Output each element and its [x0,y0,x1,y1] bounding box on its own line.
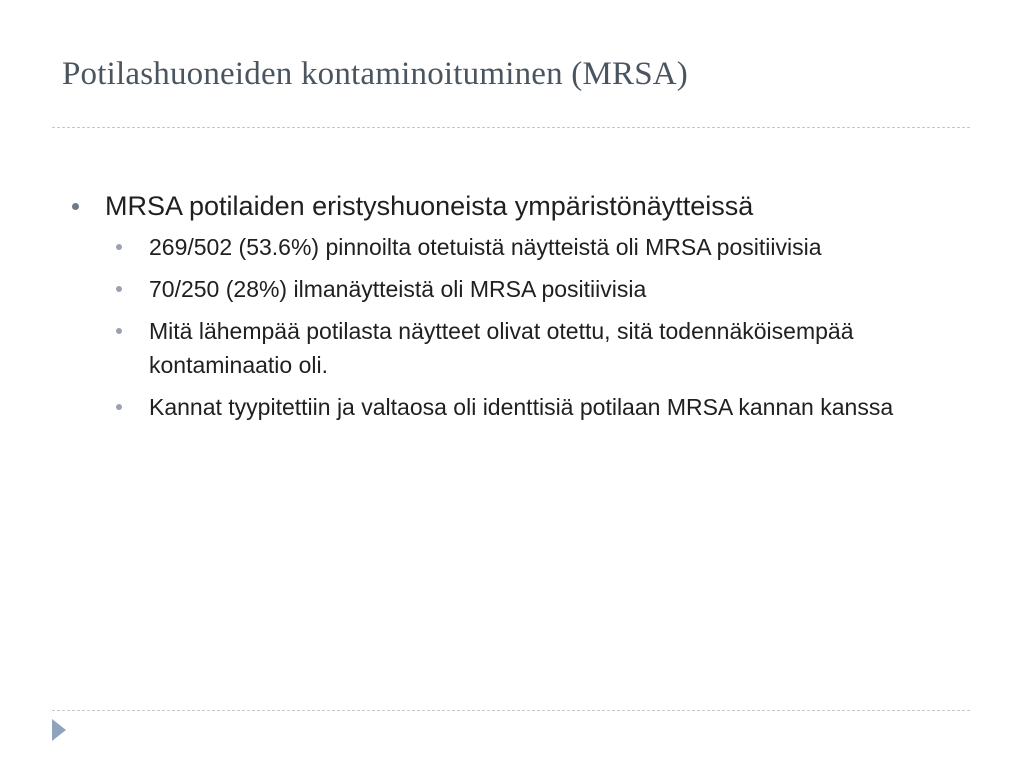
play-triangle-icon[interactable] [52,719,66,741]
sub-bullet-dot-icon [116,286,122,292]
sub-bullet-text: 70/250 (28%) ilmanäytteistä oli MRSA positiivisia [149,276,647,302]
sub-bullet-item [149,230,952,264]
slide-content [72,188,952,424]
sub-bullet-dot-icon [116,404,122,410]
slide-title: Potilashuoneiden kontaminoituminen (MRSA) [62,56,688,92]
sub-bullet-text: Kannat tyypitettiin ja valtaosa oli identtisiä potilaan MRSA kannan kanssa [149,394,894,420]
sub-bullet-item [149,390,952,424]
sub-bullet-list [72,230,952,424]
footer-divider [52,710,970,711]
sub-bullet-item [149,272,952,306]
sub-bullet-text: 269/502 (53.6%) pinnoilta otetuistä näytteistä oli MRSA positiivisia [149,234,822,260]
sub-bullet-dot-icon [116,244,122,250]
sub-bullet-dot-icon [116,328,122,334]
sub-bullet-item [149,314,952,382]
sub-bullet-text: Mitä lähempää potilasta näytteet olivat otettu, sitä todennäköisempää kontaminaatio oli. [149,318,854,378]
bullet-text: MRSA potilaiden eristyshuoneista ympäristönäytteissä [105,191,754,221]
bullet-item [72,188,952,224]
bullet-dot-icon [72,203,79,210]
title-divider [52,127,970,128]
